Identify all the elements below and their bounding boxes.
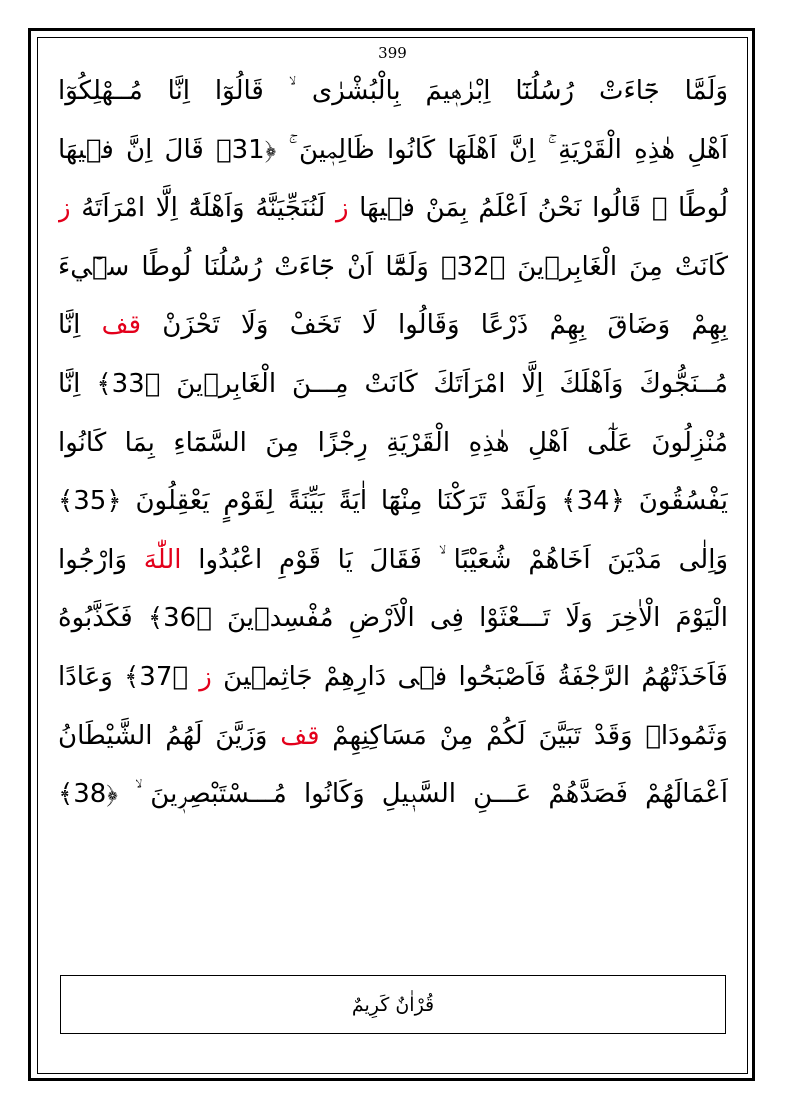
verse-segment: لُوطًا — [651, 193, 728, 224]
verse-segment: اِنَّ اَهْلَهَا كَانُوا ظَالِمٖينَ — [288, 134, 548, 165]
verse-line — [58, 62, 728, 121]
verse-segment: بِهِمْ وَضَاقَ بِهِمْ ذَرْعًا وَقَالُوا لَا تَخَفْ وَلَا تَحْزَنْ — [141, 310, 728, 341]
verse-segment: وَزَيَّنَ لَهُمُ الشَّيْطَانُ — [58, 720, 281, 751]
verse-segment: ﴿31﴾ قَالَ اِنَّ فٖيهَا — [58, 134, 289, 165]
verse-segment: اَعْمَالَهُمْ فَصَدَّهُمْ عَـــنِ السَّبٖيلِ وَكَانُوا مُـــسْتَبْصِرٖينَ — [134, 779, 728, 810]
verse-line — [58, 179, 728, 238]
verse-segment: فَاَخَذَتْهُمُ الرَّجْفَةُ فَاَصْبَحُوا فٖى دَارِهِمْ جَاثِمٖينَ — [211, 661, 728, 692]
recitation-mark: قف — [280, 720, 320, 751]
verse-segment: وَثَمُودَا۬ وَقَدْ تَبَيَّنَ لَكُمْ مِنْ مَسَاكِنِهِمْ — [319, 720, 728, 751]
verse-segment: يَفْسُقُونَ ﴿34﴾ وَلَقَدْ تَرَكْنَا مِنْهَٓا اٰيَةً بَيِّنَةً لِقَوْمٍ يَعْقِلُونَ ﴿35﴾ — [58, 486, 728, 517]
verse-line — [58, 707, 728, 766]
verse-line — [58, 648, 728, 707]
recitation-mark: ز — [335, 193, 349, 224]
recitation-mark: ز — [58, 193, 71, 224]
verse-segment: ﴿37﴾ وَعَادًا — [58, 661, 200, 692]
recitation-mark: قف — [101, 310, 142, 341]
verse-line — [58, 121, 728, 180]
verse-segment: لَنُنَجِّيَنَّهُ وَاَهْلَهُٓ اِلَّا امْرَاَتَهُ — [70, 193, 336, 224]
page-number: 399 — [378, 44, 407, 62]
verse-segment: كَانَتْ مِنَ الْغَابِرٖينَ ﴿32﴾ وَلَمَّٓا اَنْ جَٓاءَتْ رُسُلُنَا لُوطًا سٖٓيءَ — [58, 251, 728, 282]
verse-segment: اَهْلِ هٰذِهِ الْقَرْيَةِ — [547, 134, 728, 165]
footer-title: قُرْاٰنٌ كَرِيمٌ — [351, 993, 435, 1016]
verse-line — [58, 589, 728, 648]
verse-segment: وَاِلٰى مَدْيَنَ اَخَاهُمْ شُعَيْبًا — [438, 544, 728, 575]
verse-segment: مُــنَجُّوكَ وَاَهْلَكَ اِلَّا امْرَاَتَكَ كَانَتْ مِـــنَ الْغَابِرٖينَ ﴿33﴾ اِنَّا — [58, 368, 728, 399]
verse-line — [58, 238, 728, 297]
verse-segment: الْيَوْمَ الْاٰخِرَ وَلَا تَـــعْثَوْا فِى الْاَرْضِ مُفْسِدٖينَ ﴿36﴾ فَكَذَّبُوهُ — [58, 603, 728, 634]
verse-segment: وَارْجُوا — [58, 544, 144, 575]
verse-segment: مُنْزِلُونَ عَلٰٓى اَهْلِ هٰذِهِ الْقَرْيَةِ رِجْزًا مِنَ السَّمَٓاءِ بِمَا كَانُوا — [58, 427, 728, 458]
verse-segment: قَالُوا نَحْنُ اَعْلَمُ بِمَنْ فٖيهَا — [348, 193, 652, 224]
verse-line — [58, 355, 728, 414]
verse-text-block — [58, 62, 728, 824]
footer-box — [60, 975, 726, 1034]
recitation-mark: اللّٰهَ — [143, 544, 182, 575]
verse-line — [58, 765, 728, 824]
verse-segment: اِنَّا — [58, 310, 102, 341]
verse-line — [58, 531, 728, 590]
verse-segment: فَقَالَ يَا قَوْمِ اعْبُدُوا — [181, 544, 439, 575]
verse-segment: وَلَمَّا جَٓاءَتْ رُسُلُنَٓا اِبْرٰهٖيمَ بِالْبُشْرٰى — [288, 76, 728, 106]
verse-line — [58, 414, 728, 473]
verse-line — [58, 296, 728, 355]
verse-segment: قَالُوٓا اِنَّا مُــهْلِكُوٓا — [58, 76, 289, 106]
recitation-mark: ز — [199, 661, 212, 692]
verse-line — [58, 472, 728, 531]
verse-segment: ﴿38﴾ — [58, 779, 135, 810]
